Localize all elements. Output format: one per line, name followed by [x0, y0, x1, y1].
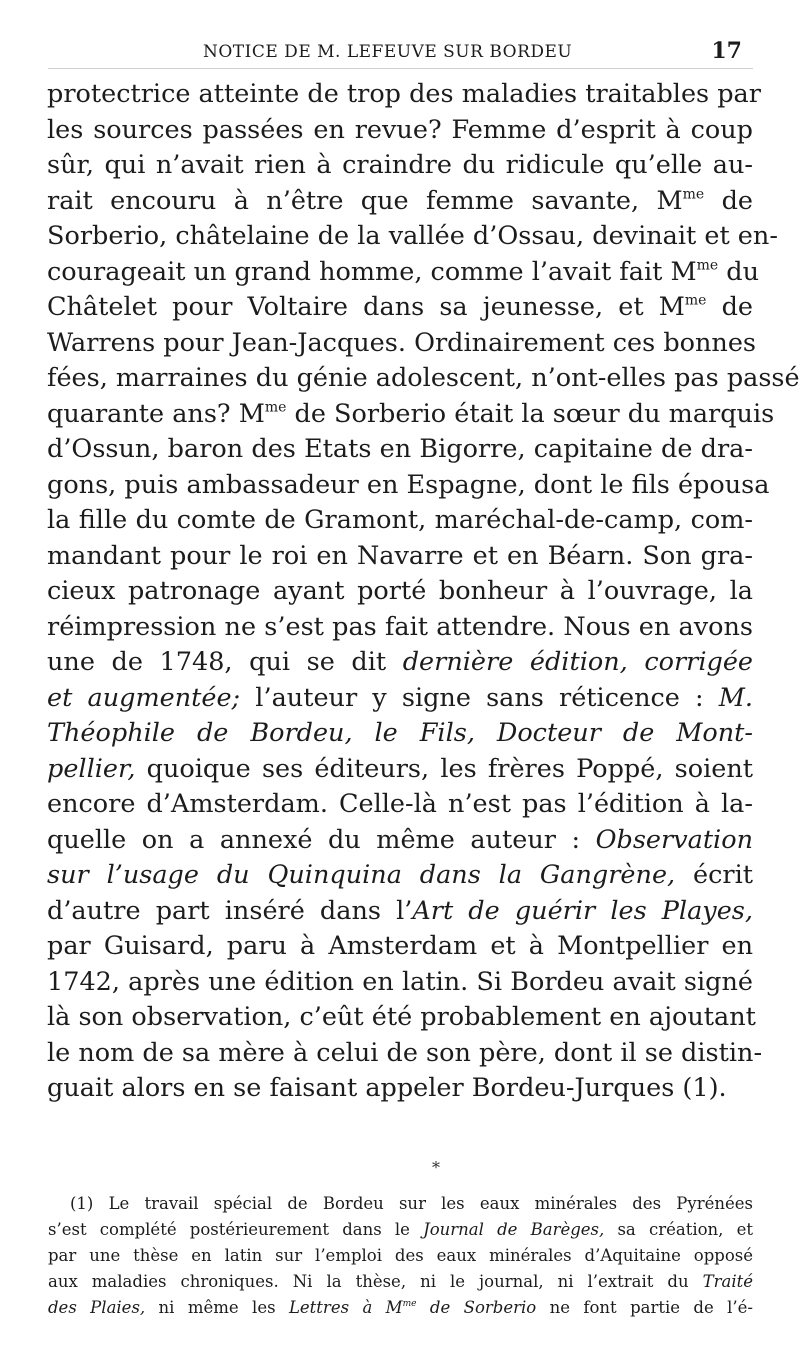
superscript: me — [682, 185, 705, 202]
italic-segment: Traité — [702, 1272, 753, 1291]
text-line: d’Ossun, baron des Etats en Bigorre, capitaine de dra- — [47, 434, 753, 464]
text-segment: une de 1748, qui se dit — [47, 647, 403, 677]
text-segment: rait encouru à n’être que femme savante, M — [47, 185, 683, 216]
superscript: me — [684, 292, 707, 309]
italic-segment: et augmentée; — [47, 682, 241, 713]
text-segment: ne font partie de l’é- — [536, 1298, 754, 1317]
text-segment: de — [706, 292, 753, 322]
italic-segment: pellier, — [47, 753, 136, 784]
text-line: Warrens pour Jean-Jacques. Ordinairement ces bonnes — [47, 327, 757, 358]
italic-segment: Théophile de Bordeu, le Fils, Docteur de Mont- — [47, 718, 753, 748]
running-title: NOTICE DE M. LEFEUVE SUR BORDEU — [203, 42, 573, 62]
text-line — [47, 752, 753, 788]
text-line — [47, 397, 775, 433]
text-line — [47, 823, 753, 859]
text-line: le nom de sa mère à celui de son père, dont il se distin- — [47, 1037, 763, 1068]
footnote-line — [48, 1217, 753, 1243]
footnote-line: par une thèse en latin sur l’emploi des eaux minérales d’Aquitaine opposé — [48, 1246, 753, 1265]
text-line — [47, 255, 760, 291]
text-segment: quoique ses éditeurs, les frères Poppé, soient — [135, 753, 753, 784]
text-line: les sources passées en revue? Femme d’esprit à coup — [47, 114, 753, 145]
text-line: sûr, qui n’avait rien à craindre du ridicule qu’elle au- — [47, 150, 753, 180]
text-segment: s’est complété postérieurement dans le — [48, 1220, 424, 1239]
superscript: me — [264, 398, 287, 415]
text-segment: ni même les — [145, 1298, 289, 1317]
text-segment: quelle on a annexé du même auteur : — [47, 824, 596, 855]
header-rule — [48, 68, 753, 69]
text-line: réimpression ne s’est pas fait attendre. Nous en avons — [47, 611, 753, 642]
text-segment: Châtelet pour Voltaire dans sa jeunesse, et M — [47, 292, 685, 322]
text-line: protectrice atteinte de trop des maladies traitables par — [47, 79, 761, 109]
footnote — [48, 1191, 753, 1321]
text-segment: du — [718, 256, 760, 287]
text-segment: de — [704, 185, 753, 216]
text-segment: écrit — [675, 860, 753, 890]
footnote-line — [48, 1295, 753, 1321]
text-segment: aux maladies chroniques. Ni la thèse, ni le journal, ni l’extrait du — [48, 1272, 703, 1291]
italic-segment: Lettres à M — [288, 1298, 403, 1317]
italic-segment: de Sorberio — [416, 1298, 537, 1317]
italic-segment: sur l’usage du Quinquina dans la Gangrène, — [47, 860, 676, 890]
text-line: encore d’Amsterdam. Celle-là n’est pas l’édition à la- — [47, 789, 753, 819]
section-ornament: * — [432, 1158, 440, 1177]
footnote-line — [48, 1269, 753, 1295]
italic-segment: Observation — [595, 824, 753, 855]
text-line — [47, 716, 753, 752]
running-head — [0, 40, 800, 70]
italic-segment: Journal de Barèges, — [423, 1220, 605, 1239]
main-text — [47, 77, 800, 1107]
text-line: fées, marraines du génie adolescent, n’ont-elles pas passé — [47, 363, 800, 393]
text-line: par Guisard, paru à Amsterdam et à Montpellier en — [47, 931, 753, 961]
text-line: là son observation, c’eût été probablement en ajoutant — [47, 1002, 756, 1032]
text-line — [47, 894, 753, 930]
text-line — [47, 858, 753, 894]
text-line: cieux patronage ayant porté bonheur à l’ouvrage, la — [47, 576, 753, 606]
superscript: me — [696, 256, 719, 273]
text-line: mandant pour le roi en Navarre et en Béarn. Son gra- — [47, 540, 753, 571]
text-line: 1742, après une édition en latin. Si Bordeu avait signé — [47, 966, 753, 997]
superscript: me — [402, 1299, 417, 1310]
text-line: gons, puis ambassadeur en Espagne, dont le fils épousa — [47, 469, 770, 500]
text-segment: d’autre part inséré dans l’ — [47, 895, 413, 926]
text-segment: de Sorberio était la sœur du marquis — [286, 398, 775, 429]
text-line — [47, 681, 753, 717]
text-line — [47, 645, 753, 681]
page-number: 17 — [711, 38, 742, 64]
text-segment: l’auteur y signe sans réticence : — [240, 682, 719, 713]
text-line — [47, 290, 753, 326]
text-segment: sa création, et — [604, 1220, 753, 1239]
text-segment: courageait un grand homme, comme l’avait fait M — [47, 256, 697, 287]
footnote-line: (1) Le travail spécial de Bordeu sur les eaux minérales des Pyrénées — [70, 1194, 753, 1213]
italic-segment: dernière édition, corrigée — [402, 647, 754, 677]
italic-segment: M. — [718, 682, 753, 713]
text-segment: quarante ans? M — [47, 398, 265, 429]
text-line: guait alors en se faisant appeler Bordeu-Jurques (1). — [47, 1073, 727, 1103]
italic-segment: des Plaies, — [48, 1298, 146, 1317]
text-line: Sorberio, châtelaine de la vallée d’Ossau, devinait et en- — [47, 221, 778, 251]
italic-segment: Art de guérir les Playes, — [412, 895, 753, 926]
text-line: la fille du comte de Gramont, maréchal-de-camp, com- — [47, 505, 753, 535]
text-line — [47, 184, 753, 220]
